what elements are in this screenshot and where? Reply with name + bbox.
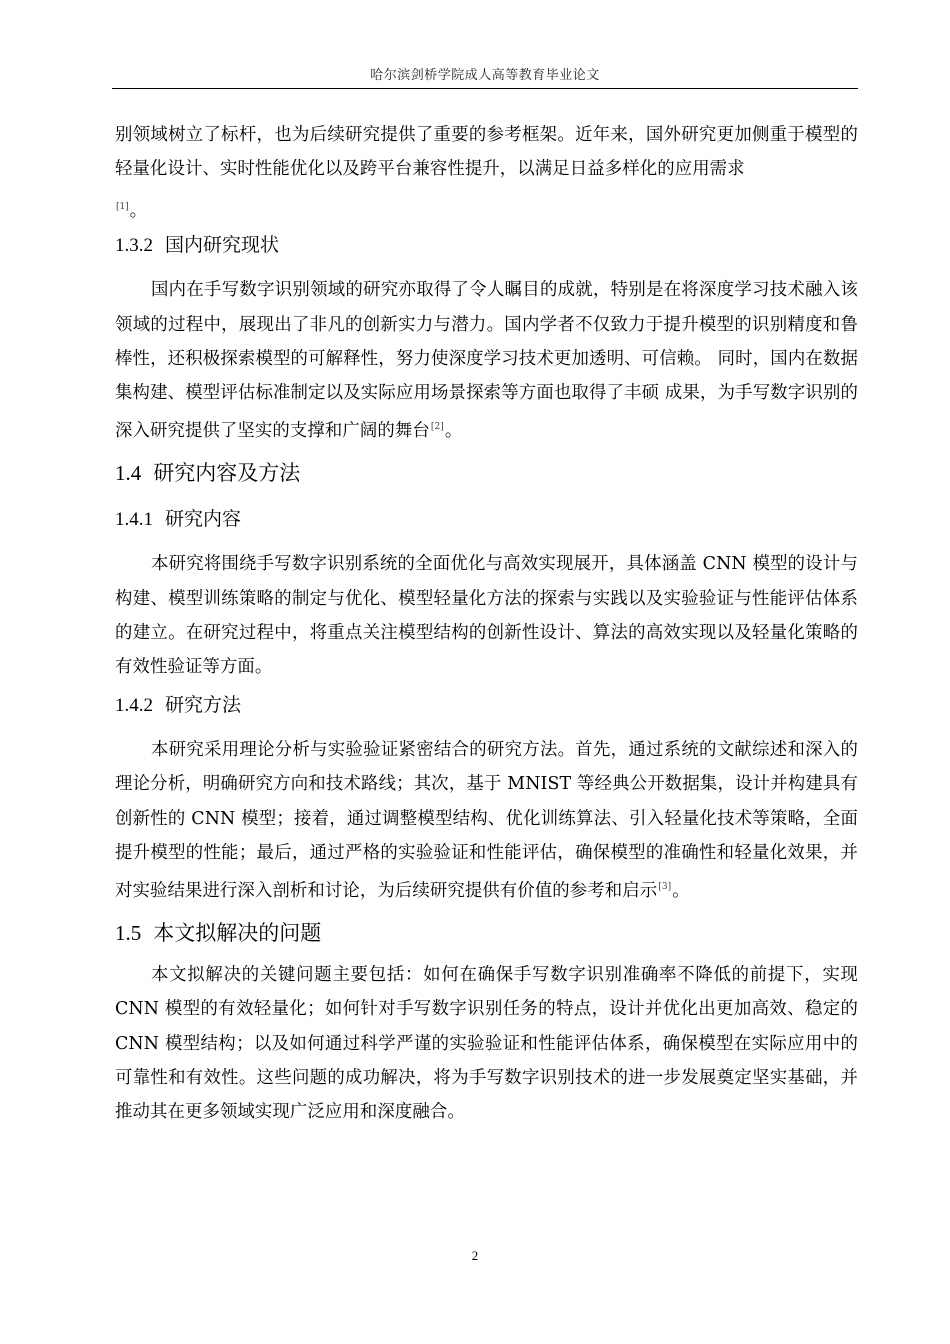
paragraph-1-4-1 <box>115 547 858 684</box>
section-number: 1.4.2 <box>115 695 153 717</box>
section-number: 1.5 <box>115 921 142 946</box>
paragraph-text: 本研究将围绕手写数字识别系统的全面优化与高效实现展开，具体涵盖 CNN 模型的设计与构建、模型训练策略的制定与优化、模型轻量化方法的探索与实践以及实验验证与性能评估体系的建立。在研究过程中，将重点关注模型结构的创新性设计、算法的高效实现以及轻量化策略的有效性验证等方面。 <box>115 554 858 678</box>
citation-ref: [2] <box>430 422 444 433</box>
paragraph-1-3-2 <box>115 273 858 448</box>
page-number: 2 <box>471 1248 479 1263</box>
paragraph-text: 本研究采用理论分析与实验验证紧密结合的研究方法。首先，通过系统的文献综述和深入的理论分析，明确研究方向和技术路线；其次，基于 MNIST 等经典公开数据集，设计并构建具有创新性的 CNN 模型；接着，通过调整模型结构、优化训练算法、引入轻量化技术等策略，全面提升模型的性能；最后，通过严格的实验验证和性能评估，确保模型的准确性和轻量化效果，并对实验结果进行深入剖析和讨论，为后续研究提供有价值的参考和启示 <box>115 740 858 902</box>
section-number: 1.4 <box>115 461 142 486</box>
running-header: 哈尔滨剑桥学院成人高等教育毕业论文 <box>370 68 600 83</box>
section-heading-1-4-1 <box>115 504 858 535</box>
paragraph-1-4-2 <box>115 733 858 908</box>
paragraph-end: 。 <box>672 881 690 902</box>
continuation-end: 。 <box>129 201 148 222</box>
paragraph-1-5 <box>115 958 858 1129</box>
paragraph-end: 。 <box>444 421 463 442</box>
section-heading-1-4-2 <box>115 690 858 721</box>
citation-ref: [1] <box>116 202 129 213</box>
section-title: 研究内容 <box>165 508 242 531</box>
section-title: 研究方法 <box>165 694 242 717</box>
section-title: 本文拟解决的问题 <box>153 921 322 946</box>
section-title: 国内研究现状 <box>165 234 280 257</box>
continuation-paragraph <box>115 118 858 186</box>
continuation-text: 别领域树立了标杆，也为后续研究提供了重要的参考框架。近年来，国外研究更加侧重于模型的轻量化设计、实时性能优化以及跨平台兼容性提升，以满足日益多样化的应用需求 <box>115 125 858 180</box>
continuation-tail-line <box>115 190 858 228</box>
paragraph-text: 国内在手写数字识别领域的研究亦取得了令人瞩目的成就，特别是在将深度学习技术融入该领域的过程中，展现出了非凡的创新实力与潜力。国内学者不仅致力于提升模型的识别精度和鲁棒性，还积极探索模型的可解释性，努力使深度学习技术更加透明、可信赖。 同时，国内在数据集构建、模型评估标准制定以及实际应用场景探索等方面也取得了丰硕 成果，为手写数字识别的深入研究提供了坚实的支撑和广阔的舞台 <box>115 280 858 442</box>
citation-ref: [3] <box>658 882 672 893</box>
section-number: 1.4.1 <box>115 509 153 531</box>
header-rule <box>112 88 858 89</box>
section-heading-1-4 <box>115 458 858 488</box>
section-title: 研究内容及方法 <box>153 461 301 486</box>
section-heading-1-3-2 <box>115 230 858 261</box>
section-number: 1.3.2 <box>115 235 153 257</box>
page-content <box>115 118 858 1129</box>
paragraph-text: 本文拟解决的关键问题主要包括：如何在确保手写数字识别准确率不降低的前提下，实现 CNN 模型的有效轻量化；如何针对手写数字识别任务的特点，设计并优化出更加高效、稳定的 CNN 模型结构；以及如何通过科学严谨的实验验证和性能评估体系，确保模型在实际应用中的可靠性和有效性。这些问题的成功解决，将为手写数字识别技术的进一步发展奠定坚实基础，并推动其在更多领域实现广泛应用和深度融合。 <box>115 965 858 1123</box>
section-heading-1-5 <box>115 918 858 948</box>
